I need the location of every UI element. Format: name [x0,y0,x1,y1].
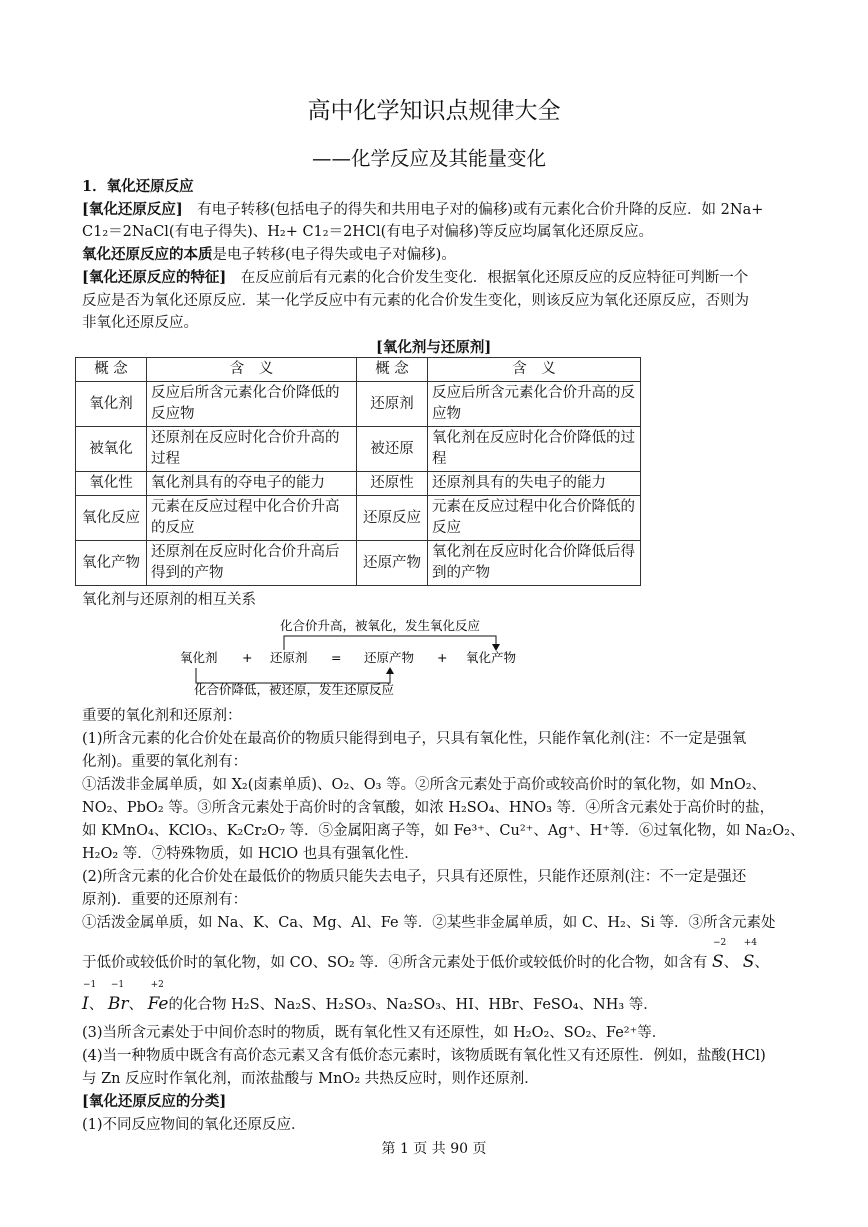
element-symbol: Fe [147,994,169,1014]
diagram-plus: + [242,650,253,665]
table-cell: 还原剂在反应时化合价升高的过程 [147,427,357,472]
element-symbol: I [82,994,89,1014]
table-cell: 反应后所含元素化合价升高的反应物 [428,382,641,427]
valence-symbol [107,980,129,1015]
element-symbol: S [742,952,755,972]
oxidant-line5: 如 KMnO₄、KClO₃、K₂Cr₂O₇ 等．⑤金属阳离子等，如 Fe³⁺、Cu²⁺、Ag⁺、H⁺等．⑥过氧化物，如 Na₂O₂、 [82,823,805,839]
table-row [76,382,641,427]
table-cell: 元素在反应过程中化合价升高的反应 [147,496,357,541]
table-row [76,541,641,586]
arrow-head-icon [386,667,394,674]
reductant-line1: (2)所含元素的化合价处在最低价的物质只能失去电子，只具有还原性，只能作还原剂(注：不一定是强还 [82,869,747,885]
reductant-line3: ①活泼金属单质，如 Na、K、Ca、Mg、Al、Fe 等．②某些非金属单质，如 C、H₂、Si 等．③所含元素处 [82,915,776,931]
table-row [76,427,641,472]
paragraph-essence [82,245,456,265]
table-header-cell: 概 念 [76,358,147,382]
table-header-cell: 概 念 [357,358,428,382]
separator: 、 [128,997,143,1013]
paragraph-feature-line3: 非氧化还原反应。 [82,315,198,331]
table-cell: 反应后所含元素化合价降低的反应物 [147,382,357,427]
paragraph-hcl-line2: 与 Zn 反应时作氧化剂，而浓盐酸与 MnO₂ 共热反应时，则作还原剂． [82,1071,539,1087]
term-label: 氧化还原反应的本质 [82,246,213,263]
table-cell: 还原反应 [357,496,428,541]
paragraph-text: 在反应前后有元素的化合价发生变化．根据氧化还原反应的反应特征可判断一个 [240,270,749,286]
term-label: [氧化还原反应] [82,201,183,218]
table-cell: 氧化剂在反应时化合价降低后得到的产物 [428,541,641,586]
table-cell: 氧化反应 [76,496,147,541]
oxidant-line3: ①活泼非金属单质，如 X₂(卤素单质)、O₂、O₃ 等。②所含元素处于高价或较高价时的氧化物，如 MnO₂、 [82,777,767,793]
table-cell: 被还原 [357,427,428,472]
oxidant-line6: H₂O₂ 等．⑦特殊物质，如 HClO 也具有强氧化性． [82,846,419,862]
section-heading: 1．氧化还原反应 [82,178,194,195]
relation-heading: 氧化剂与还原剂的相互关系 [82,592,256,608]
diagram-reduction-product: 还原产物 [364,650,415,665]
table-caption: [氧化剂与还原剂] [376,339,492,356]
diagram-bottom-label: 化合价降低，被还原，发生还原反应 [194,682,395,697]
diagram-equals: = [331,650,342,665]
valence-symbol [742,938,757,973]
valence-number: −1 [110,980,125,990]
diagram-reductant: 还原剂 [270,650,308,665]
diagram-top-label: 化合价升高，被氧化，发生氧化反应 [280,618,481,633]
page-subtitle: ——化学反应及其能量变化 [312,147,547,170]
table-cell: 还原性 [357,472,428,496]
arrow-oxidation-line [284,636,496,650]
valence-number: +2 [150,980,164,990]
classify-heading: [氧化还原反应的分类] [82,1093,227,1110]
valence-symbol [147,980,169,1015]
paragraph-hcl-line1: (4)当一种物质中既含有高价态元素又含有低价态元素时，该物质既有氧化性又有还原性．例如，盐酸(HCl) [82,1048,766,1064]
paragraph-text: 的化合物 H₂S、Na₂S、H₂SO₃、Na₂SO₃、HI、HBr、FeSO₄、NH₃ 等． [168,997,658,1013]
table-header-cell: 含 义 [147,358,357,382]
table-cell: 元素在反应过程中化合价降低的反应 [428,496,641,541]
separator: 、 [88,997,104,1013]
table-cell: 被氧化 [76,427,147,472]
valence-symbol [711,938,727,973]
table-cell: 氧化产物 [76,541,147,586]
table-row [76,472,641,496]
oxidant-line4: NO₂、PbO₂ 等。③所含元素处于高价时的含氧酸，如浓 H₂SO₄、HNO₃ 等．④所含元素处于高价时的盐， [82,800,775,816]
valence-number: −2 [712,938,727,948]
table-cell: 氧化剂具有的夺电子的能力 [147,472,357,496]
paragraph-text: 有电子转移(包括电子的得失和共用电子对的偏移)或有元素化合价升降的反应．如 2Na+ [197,202,764,218]
table-header-cell: 含 义 [428,358,641,382]
page-footer: 第 1 页 共 90 页 [381,1141,487,1157]
table-cell: 氧化剂 [76,382,147,427]
diagram-plus: + [437,650,448,665]
paragraph-definition-line2: C1₂＝2NaCl(有电子得失)、H₂+ C1₂＝2HCl(有电子对偏移)等反应均属氧化还原反应。 [82,224,653,240]
definition-table [75,357,641,586]
separator: 、 [754,955,769,971]
valence-number: −1 [83,980,97,990]
diagram-oxidant: 氧化剂 [180,650,218,665]
separator: 、 [723,955,739,971]
reductant-line2: 原剂)．重要的还原剂有： [82,892,248,908]
oxidant-line2: 化剂)。重要的氧化剂有： [82,754,248,770]
reductant-line5 [82,980,658,1015]
paragraph-definition-line1 [82,200,763,220]
term-label: [氧化还原反应的特征] [82,269,227,286]
paragraph-text: 是电子转移(电子得失或电子对偏移)。 [212,247,456,263]
table-row [76,496,641,541]
table-cell: 还原产物 [357,541,428,586]
oxidant-line1: (1)所含元素的化合价处在最高价的物质只能得到电子，只具有氧化性，只能作氧化剂(注：不一定是强氧 [82,731,747,747]
arrow-reduction-line [196,668,390,683]
valence-symbol [82,980,97,1015]
table-header-row [76,358,641,382]
redox-relation-diagram [170,612,530,700]
table-cell: 还原剂 [357,382,428,427]
element-symbol: S [711,952,724,972]
table-cell: 还原剂在反应时化合价升高后得到的产物 [147,541,357,586]
page-title: 高中化学知识点规律大全 [307,98,561,124]
reductant-line4 [82,938,769,973]
paragraph-text: 于低价或较低价时的氧化物，如 CO、SO₂ 等．④所含元素处于低价或较低价时的化合物，如含有 [82,955,708,971]
table-cell: 还原剂具有的失电子的能力 [428,472,641,496]
table-cell: 氧化剂在反应时化合价降低的过程 [428,427,641,472]
important-heading: 重要的氧化剂和还原剂： [82,708,242,724]
paragraph-feature-line2: 反应是否为氧化还原反应．某一化学反应中有元素的化合价发生变化，则该反应为氧化还原反应，否则为 [82,293,749,309]
valence-number: +4 [743,938,757,948]
classify-line1: (1)不同反应物间的氧化还原反应． [82,1117,306,1133]
table-cell: 氧化性 [76,472,147,496]
paragraph-feature-line1 [82,268,748,288]
diagram-oxidation-product: 氧化产物 [466,650,517,665]
element-symbol: Br [107,994,129,1014]
paragraph-both-properties: (3)当所含元素处于中间价态时的物质，既有氧化性又有还原性，如 H₂O₂、SO₂、Fe²⁺等． [82,1025,667,1041]
